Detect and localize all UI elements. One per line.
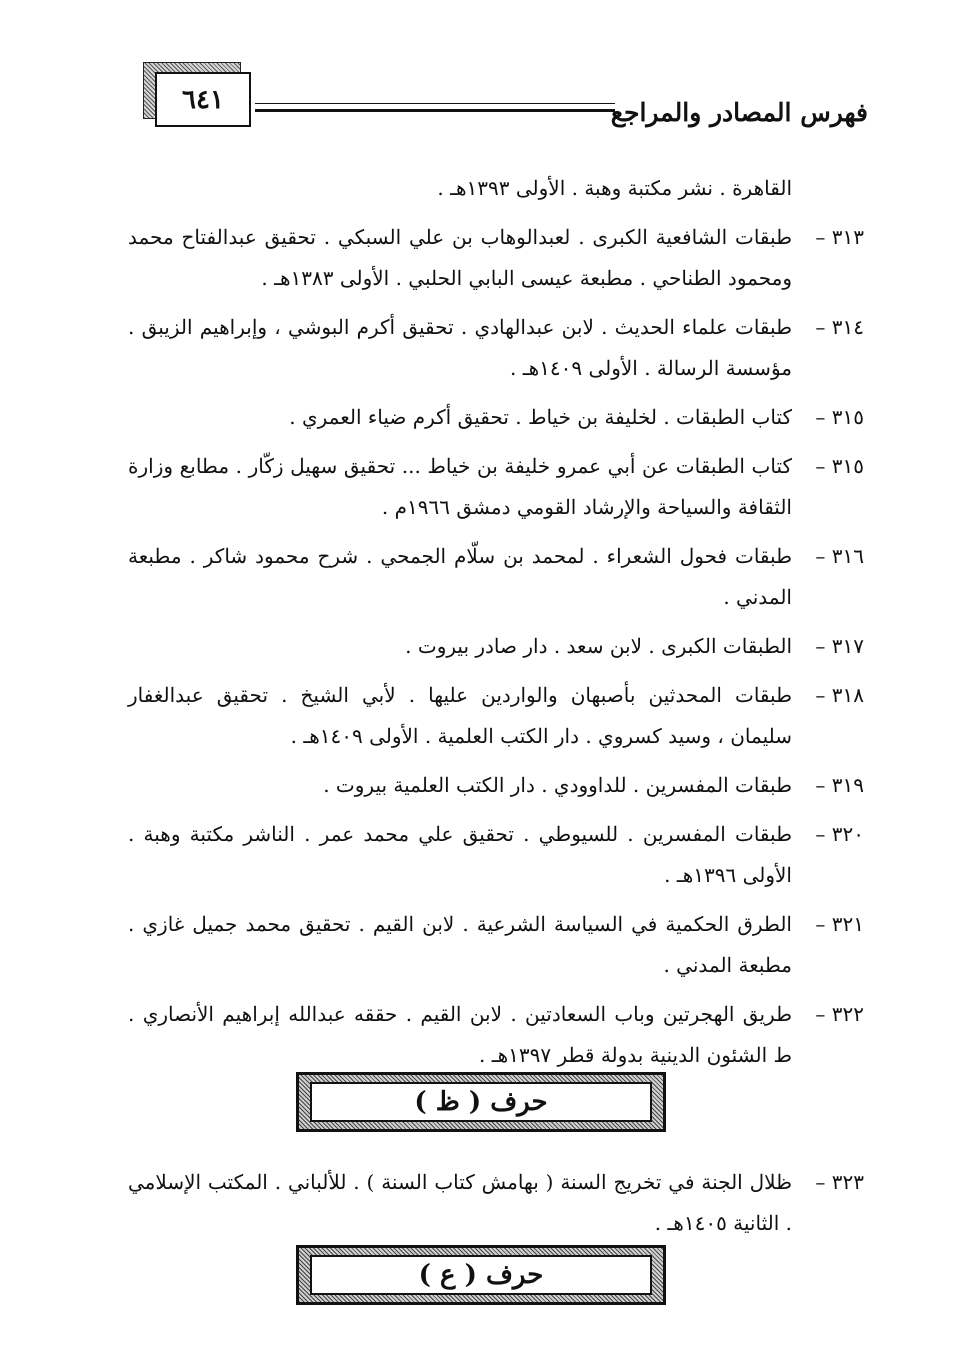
reference-number: ٣١٥ – bbox=[815, 454, 864, 478]
reference-continuation bbox=[128, 168, 864, 209]
header-rule-thin bbox=[255, 103, 615, 104]
reference-number: ٣٢٣ – bbox=[815, 1170, 864, 1194]
reference-entry bbox=[128, 307, 864, 389]
page-number-box bbox=[143, 62, 253, 130]
section-heading-label: حرف ( ع ) bbox=[310, 1255, 652, 1295]
page-header-title: فهرس المصادر والمراجع bbox=[610, 98, 868, 127]
reference-text: كتاب الطبقات عن أبي عمرو خليفة بن خياط ... تحقيق سهيل زكّار . مطابع وزارة الثقافة والسياحة والإرشاد القومي دمشق ١٩٦٦م . bbox=[128, 454, 792, 519]
reference-text: طبقات المحدثين بأصبهان والواردين عليها . لأبي الشيخ . تحقيق عبدالغفار سليمان ، وسيد كسروي . دار الكتب العلمية . الأولى ١٤٠٩هـ . bbox=[128, 683, 792, 748]
reference-number: ٣٢٢ – bbox=[815, 1002, 864, 1026]
reference-number: ٣٢٠ – bbox=[815, 822, 864, 846]
page-number: ٦٤١ bbox=[155, 72, 251, 127]
reference-text: طبقات المفسرين . للداوودي . دار الكتب العلمية بيروت . bbox=[323, 773, 792, 797]
reference-entry bbox=[128, 626, 864, 667]
reference-text: الطبقات الكبرى . لابن سعد . دار صادر بيروت . bbox=[405, 634, 792, 658]
reference-text: طبقات الشافعية الكبرى . لعبدالوهاب بن علي السبكي . تحقيق عبدالفتاح محمد ومحمود الطناحي . مطبعة عيسى البابي الحلبي . الأولى ١٣٨٣هـ . bbox=[128, 225, 792, 290]
reference-entry bbox=[128, 217, 864, 299]
reference-number: ٣١٨ – bbox=[815, 683, 864, 707]
reference-text: طبقات المفسرين . للسيوطي . تحقيق علي محمد عمر . الناشر مكتبة وهبة . الأولى ١٣٩٦هـ . bbox=[128, 822, 792, 887]
reference-number: ٣١٩ – bbox=[815, 773, 864, 797]
section-heading-za bbox=[296, 1072, 666, 1132]
reference-text: القاهرة . نشر مكتبة وهبة . الأولى ١٣٩٣هـ . bbox=[437, 176, 792, 200]
reference-number: ٣١٧ – bbox=[815, 634, 864, 658]
reference-number: ٣١٣ – bbox=[815, 225, 864, 249]
reference-list bbox=[128, 168, 864, 1084]
reference-entry bbox=[128, 675, 864, 757]
reference-entry bbox=[128, 994, 864, 1076]
section-heading-ain bbox=[296, 1245, 666, 1305]
header-rule-thick bbox=[255, 109, 615, 112]
reference-text: كتاب الطبقات . لخليفة بن خياط . تحقيق أكرم ضياء العمري . bbox=[289, 405, 792, 429]
reference-number: ٣١٦ – bbox=[815, 544, 864, 568]
reference-entry bbox=[128, 446, 864, 528]
reference-text: الطرق الحكمية في السياسة الشرعية . لابن القيم . تحقيق محمد جميل غازي . مطبعة المدني . bbox=[128, 912, 792, 977]
reference-entry bbox=[128, 1162, 864, 1244]
reference-text: طريق الهجرتين وباب السعادتين . لابن القيم . حققه عبدالله إبراهيم الأنصاري . ط الشئون الدينية بدولة قطر ١٣٩٧هـ . bbox=[128, 1002, 792, 1067]
reference-text: ظلال الجنة في تخريج السنة ( بهامش كتاب السنة ) . للألباني . المكتب الإسلامي . الثانية ١٤٠٥هـ . bbox=[128, 1170, 792, 1235]
reference-text: طبقات فحول الشعراء . لمحمد بن سلّام الجمحي . شرح محمود شاكر . مطبعة المدني . bbox=[128, 544, 792, 609]
reference-text: طبقات علماء الحديث . لابن عبدالهادي . تحقيق أكرم البوشي ، وإبراهيم الزيبق . مؤسسة الرسالة . الأولى ١٤٠٩هـ . bbox=[128, 315, 792, 380]
reference-entry bbox=[128, 536, 864, 618]
reference-entry bbox=[128, 904, 864, 986]
reference-entry bbox=[128, 765, 864, 806]
reference-entry bbox=[128, 397, 864, 438]
reference-entry bbox=[128, 814, 864, 896]
reference-number: ٣١٤ – bbox=[815, 315, 864, 339]
section-heading-label: حرف ( ظ ) bbox=[310, 1082, 652, 1122]
reference-list-za bbox=[128, 1162, 864, 1252]
reference-number: ٣١٥ – bbox=[815, 405, 864, 429]
reference-number: ٣٢١ – bbox=[815, 912, 864, 936]
